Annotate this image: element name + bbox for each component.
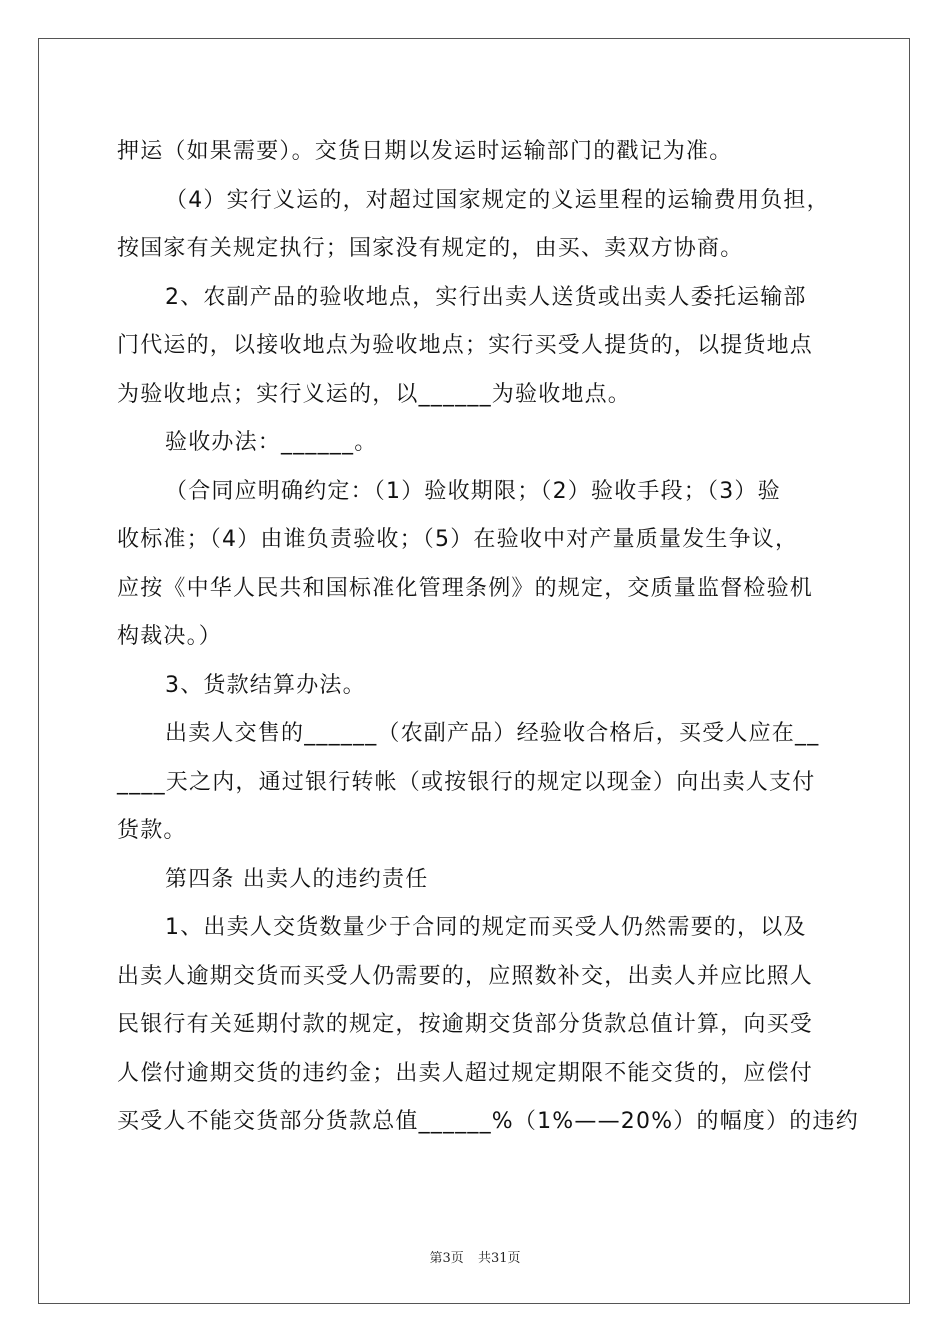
text-line: 2、农副产品的验收地点，实行出卖人送货或出卖人委托运输部 [165, 284, 807, 310]
text-line: 按国家有关规定执行；国家没有规定的，由买、卖双方协商。 [117, 236, 744, 261]
text-line: 收标准；（4）由谁负责验收；（5）在验收中对产量质量发生争议， [117, 527, 799, 552]
text-line: 构裁决。） [117, 624, 223, 649]
page-total: 共31页 [477, 1251, 521, 1266]
text-line: （合同应明确约定：（1）验收期限；（2）验收手段；（3）验 [165, 478, 781, 504]
page-number: 第3页 [429, 1251, 464, 1266]
text-line: 应按《中华人民共和国标准化管理条例》的规定，交质量监督检验机 [117, 575, 814, 601]
text-line: 押运（如果需要）。交货日期以发运时运输部门的戳记为准。 [117, 139, 733, 164]
text-line: （4）实行义运的，对超过国家规定的义运里程的运输费用负担， [165, 187, 830, 213]
text-line: 货款。 [117, 818, 187, 843]
text-line: 买受人不能交货部分货款总值______%（1%——20%）的幅度）的违约 [117, 1109, 859, 1134]
text-line: 3、货款结算办法。 [165, 672, 366, 698]
text-line: 门代运的，以接收地点为验收地点；实行买受人提货的，以提货地点 [117, 333, 814, 358]
text-line: 民银行有关延期付款的规定，按逾期交货部分货款总值计算，向买受 [117, 1012, 814, 1037]
text-line: 为验收地点；实行义运的，以______为验收地点。 [117, 381, 632, 407]
text-line: 验收办法：______。 [165, 430, 378, 455]
text-line: 1、出卖人交货数量少于合同的规定而买受人仍然需要的，以及 [165, 915, 807, 940]
text-line: ____天之内，通过银行转帐（或按银行的规定以现金）向出卖人支付 [117, 769, 816, 795]
document-body [117, 128, 859, 1147]
text-line: 人偿付逾期交货的违约金；出卖人超过规定期限不能交货的，应偿付 [117, 1060, 814, 1086]
text-line: 第四条 出卖人的违约责任 [165, 866, 429, 892]
text-line: 出卖人交售的______（农副产品）经验收合格后，买受人应在__ [165, 721, 820, 746]
page-footer [0, 1247, 950, 1266]
text-line: 出卖人逾期交货而买受人仍需要的，应照数补交，出卖人并应比照人 [117, 963, 814, 989]
